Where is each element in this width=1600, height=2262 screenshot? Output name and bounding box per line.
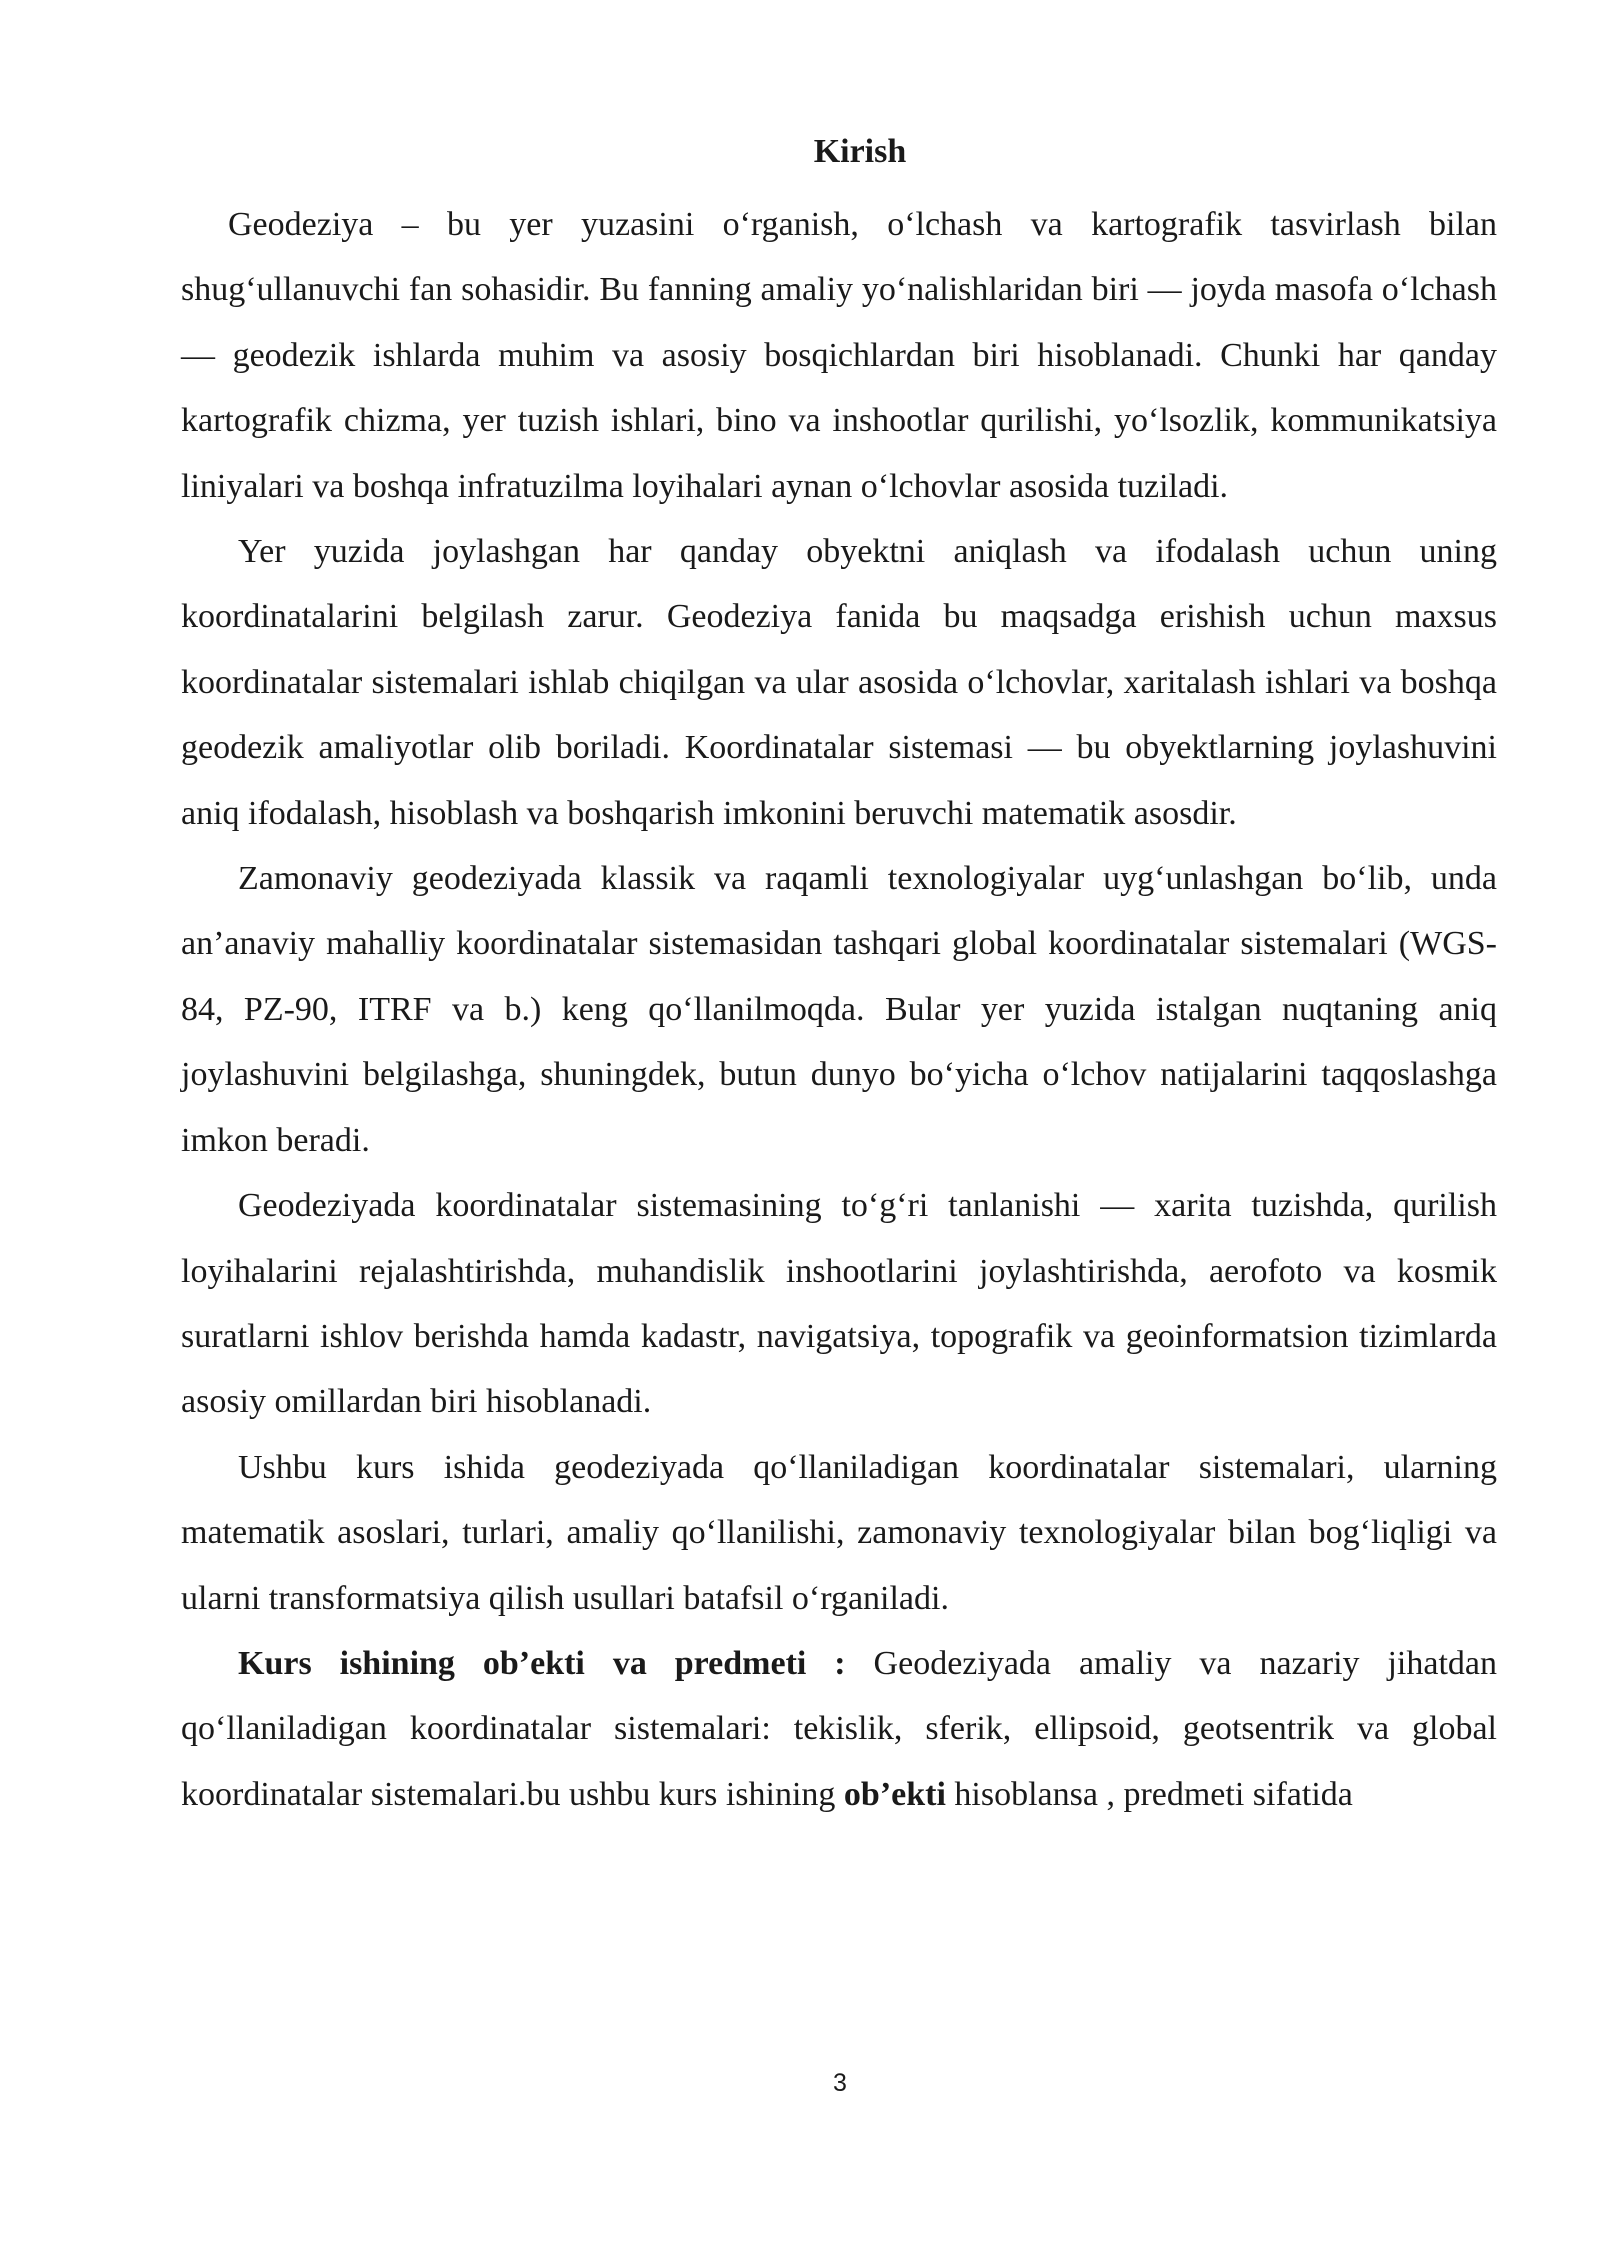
paragraph-6-text-1: Geodeziyada amaliy va nazariy jihatdan qoʻllaniladigan koordinatalar sistemalari: tekislik, sferik, ellipsoid, geotsentrik va global koordinatalar sistemalari.bu ushbu kurs ishining <box>181 1644 1497 1813</box>
paragraph-1: Geodeziya – bu yer yuzasini oʻrganish, oʻlchash va kartografik tasvirlash bilan shugʻullanuvchi fan sohasidir. Bu fanning amaliy yoʻnalishlaridan biri — joyda masofa oʻlchash — geodezik ishlarda muhim va asosiy bosqichlardan biri hisoblanadi. Chunki har qanday kartografik chizma, yer tuzish ishlari, bino va inshootlar qurilishi, yoʻlsozlik, kommunikatsiya liniyalari va boshqa infratuzilma loyihalari aynan oʻlchovlar asosida tuziladi. <box>181 206 1497 505</box>
paragraph-6-text-2: hisoblansa , predmeti sifatida <box>945 1775 1353 1813</box>
paragraph-3: Zamonaviy geodeziyada klassik va raqamli texnologiyalar uygʻunlashgan boʻlib, unda an’anaviy mahalliy koordinatalar sistemasidan tashqari global koordinatalar sistemalari (WGS-84, PZ-90, ITRF va b.) keng qoʻllanilmoqda. Bular yer yuzida istalgan nuqtaning aniq joylashuvini belgilashga, shuningdek, butun dunyo boʻyicha oʻlchov natijalarini taqqoslashga imkon beradi. <box>181 860 1497 1159</box>
paragraph-6 <box>181 1631 1497 1827</box>
section-title: Kirish <box>813 133 907 170</box>
object-subject-heading: Kurs ishining ob’ekti va predmeti : <box>238 1644 846 1682</box>
paragraph-2: Yer yuzida joylashgan har qanday obyektni aniqlash va ifodalash uchun uning koordinatalarini belgilash zarur. Geodeziya fanida bu maqsadga erishish uchun maxsus koordinatalar sistemalari ishlab chiqilgan va ular asosida oʻlchovlar, xaritalash ishlari va boshqa geodezik amaliyotlar olib boriladi. Koordinatalar sistemasi — bu obyektlarning joylashuvini aniq ifodalash, hisoblash va boshqarish imkonini beruvchi matematik asosdir. <box>181 533 1497 832</box>
paragraph-4: Geodeziyada koordinatalar sistemasining toʻgʻri tanlanishi — xarita tuzishda, qurilish loyihalarini rejalashtirishda, muhandislik inshootlarini joylashtirishda, aerofoto va kosmik suratlarni ishlov berishda hamda kadastr, navigatsiya, topografik va geoinformatsion tizimlarda asosiy omillardan biri hisoblanadi. <box>181 1187 1497 1421</box>
page-number: 3 <box>833 2069 847 2097</box>
paragraph-5: Ushbu kurs ishida geodeziyada qoʻllaniladigan koordinatalar sistemalari, ularning matematik asoslari, turlari, amaliy qoʻllanilishi, zamonaviy texnologiyalar bilan bogʻliqligi va ularni transformatsiya qilish usullari batafsil oʻrganiladi. <box>181 1448 1497 1617</box>
body-text <box>181 192 1497 1827</box>
object-bold-word: ob’ekti <box>843 1775 946 1813</box>
